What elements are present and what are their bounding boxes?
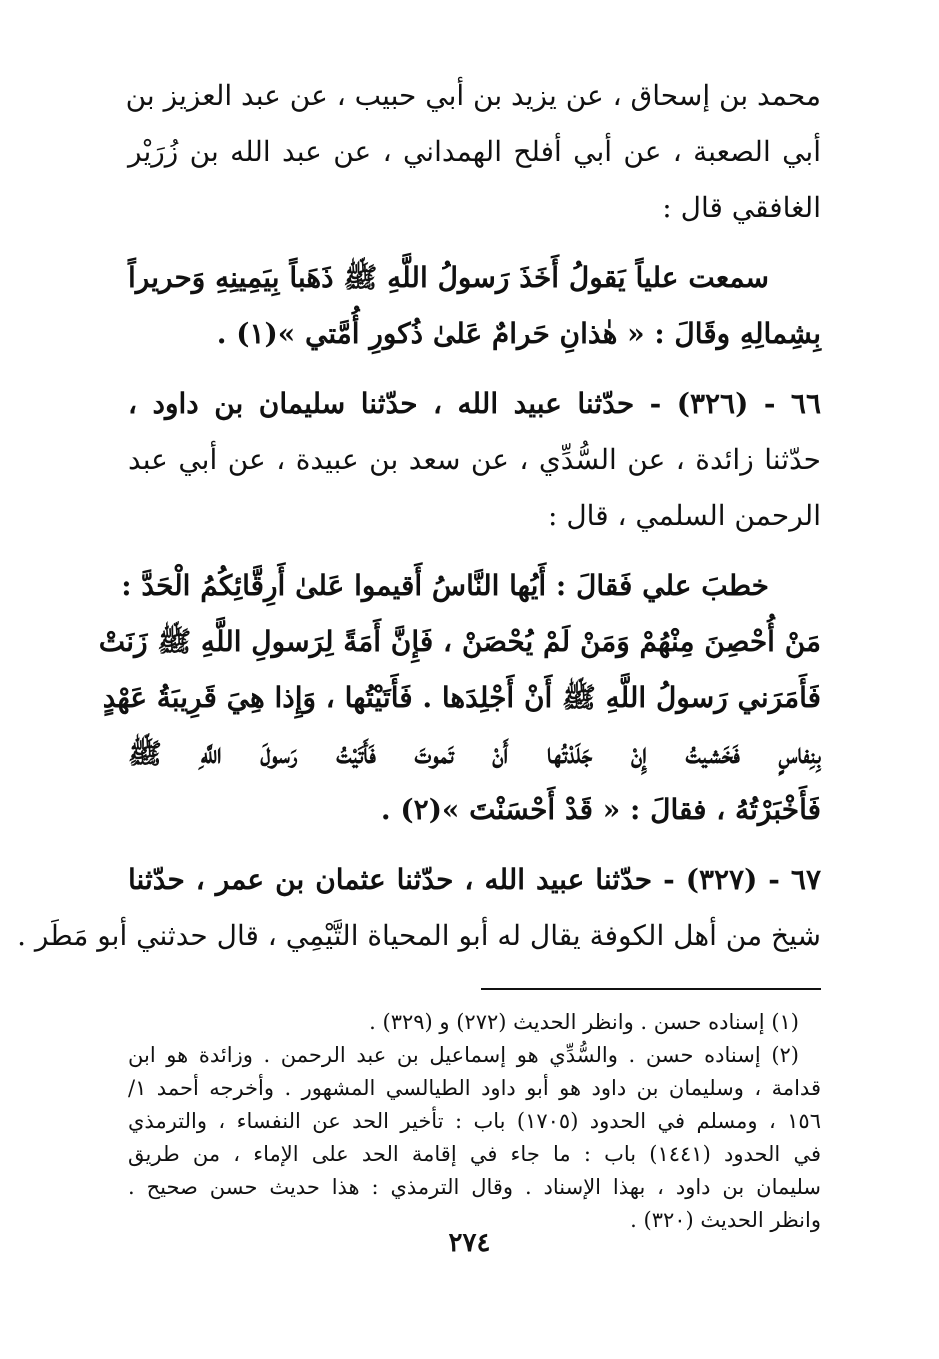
text-line: سمعت علياً يَقولُ أَخَذَ رَسولُ اللَّهِ ﷺ ذَهَباً بِيَمِينِهِ وَحريراً bbox=[128, 261, 770, 294]
text-line: خطبَ علي فَقالَ : أَيُها النَّاسُ أَقيموا عَلىٰ أَرِقَّائِكُمُ الْحَدَّ : bbox=[121, 569, 769, 602]
text-line: الغافقي قال : bbox=[662, 191, 821, 224]
footnote-separator bbox=[481, 988, 821, 990]
paragraph-hadith-66 bbox=[98, 558, 821, 838]
footnote-line: ١٥٦ ، ومسلم في الحدود (١٧٠٥) باب : تأخير الحد عن النفساء ، والترمذي bbox=[128, 1109, 821, 1133]
text-line: الرحمن السلمي ، قال : bbox=[548, 499, 821, 532]
book-page bbox=[17, 68, 821, 1319]
text-line: بِشِمالِهِ وقَالَ : « هٰذانِ حَرامٌ عَلىٰ ذُكورِ أُمَّتي »(١) . bbox=[216, 317, 821, 350]
footnote-line: في الحدود (١٤٤١) باب : ما جاء في إقامة الحد على الإماء ، من طريق bbox=[128, 1142, 821, 1166]
text-line: ٦٧ - (٣٢٧) - حدّثنا عبيد الله ، حدّثنا عثمان بن عمر ، حدّثنا bbox=[128, 863, 821, 896]
paragraph-hadith-1 bbox=[128, 250, 821, 362]
text-line: أبي الصعبة ، عن أبي أفلح الهمداني ، عن عبد الله بن زُرَيْر bbox=[128, 135, 821, 168]
text-line: ٦٦ - (٣٢٦) - حدّثنا عبيد الله ، حدّثنا سليمان بن داود ، bbox=[128, 387, 821, 420]
footnote-line: (٢) إسناده حسن . والسُّدِّي هو إسماعيل بن عبد الرحمن . وزائدة هو ابن bbox=[128, 1043, 799, 1067]
text-line: شيخ من أهل الكوفة يقال له أبو المحياة التَّيْمِي ، قال حدثني أبو مَطَر . bbox=[17, 919, 821, 952]
paragraph-isnad-67 bbox=[17, 852, 821, 964]
footnote-line: سليمان بن داود ، بهذا الإسناد . وقال الترمذي : هذا حديث حسن صحيح . bbox=[128, 1175, 821, 1199]
footnote-2 bbox=[128, 1039, 821, 1237]
text-line: حدّثنا زائدة ، عن السُّدِّي ، عن سعد بن عبيدة ، عن أبي عبد bbox=[128, 443, 821, 476]
text-line: محمد بن إسحاق ، عن يزيد بن أبي حبيب ، عن عبد العزيز بن bbox=[125, 79, 821, 112]
paragraph-isnad-1 bbox=[125, 68, 821, 236]
text-line: فَأَخْبَرْتُهُ ، فقالَ : « قَدْ أَحْسَنْتَ »(٢) . bbox=[380, 793, 821, 826]
footnote-line: قدامة ، وسليمان بن داود هو أبو داود الطيالسي المشهور . وأخرجه أحمد ١/ bbox=[128, 1076, 821, 1100]
text-line: فَأَمَرَني رَسولُ اللَّهِ ﷺ أَنْ أَجْلِدَها . فَأَتَيْتُها ، وَإِذا هِيَ قَرِيبَةُ عَهْدٍ bbox=[102, 681, 821, 714]
page-number: ٢٧٤ bbox=[448, 1228, 491, 1258]
footnote-line: وانظر الحديث (٣٢٠) . bbox=[630, 1208, 821, 1232]
footnote-1 bbox=[128, 1006, 821, 1039]
text-line: مَنْ أُحْصِنَ مِنْهُمْ وَمَنْ لَمْ يُحْصَنْ ، فَإِنَّ أَمَةً لِرَسولِ اللَّهِ ﷺ زَنَتْ bbox=[98, 625, 821, 658]
text-line: بِنِفاسٍ فَخَشيتُ إِنْ جَلَدْتُها أَنْ تَموتَ فَأَتَيْتُ رَسولَ اللَّهِ ﷺ bbox=[128, 737, 821, 770]
footnote-line: (١) إسناده حسن . وانظر الحديث (٢٧٢) و (٣٢٩) . bbox=[369, 1010, 799, 1034]
paragraph-isnad-66 bbox=[128, 376, 821, 544]
